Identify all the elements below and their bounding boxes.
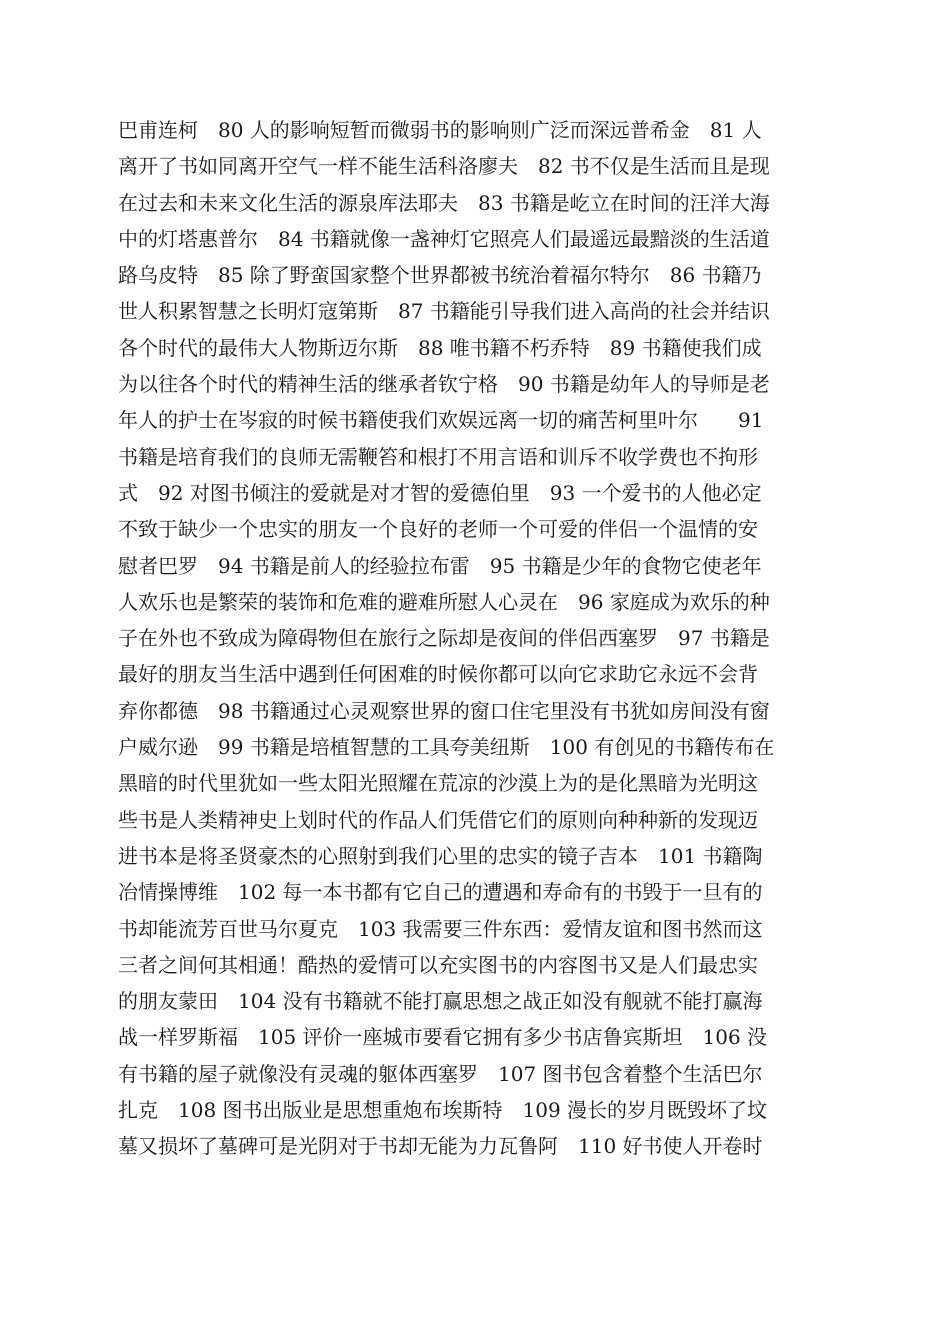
text-line: 各个时代的最伟大人物斯迈尔斯 88 唯书籍不朽乔特 89 书籍使我们成 [118,335,762,360]
text-line: 最好的朋友当生活中遇到任何困难的时候你都可以向它求助它永远不会背 [118,662,758,687]
text-line: 路乌皮特 85 除了野蛮国家整个世界都被书统治着福尔特尔 86 书籍乃 [118,263,762,288]
text-line: 中的灯塔惠普尔 84 书籍就像一盏神灯它照亮人们最遥远最黯淡的生活道 [118,226,770,251]
text-line: 些书是人类精神史上划时代的作品人们凭借它们的原则向种种新的发现迈 [118,807,758,832]
text-line: 的朋友蒙田 104 没有书籍就不能打赢思想之战正如没有舰就不能打赢海 [118,989,763,1014]
text-line: 为以往各个时代的精神生活的继承者钦宁格 90 书籍是幼年人的导师是老 [118,372,770,397]
text-line: 世人积累智慧之长明灯寇第斯 87 书籍能引导我们进入高尚的社会并结识 [118,299,770,324]
text-line: 黑暗的时代里犹如一些太阳光照耀在荒凉的沙漠上为的是化黑暗为光明这 [118,771,758,796]
text-line: 书却能流芳百世马尔夏克 103 我需要三件东西：爱情友谊和图书然而这 [118,916,763,941]
text-line: 子在外也不致成为障碍物但在旅行之际却是夜间的伴侣西塞罗 97 书籍是 [118,626,770,651]
text-line: 战一样罗斯福 105 评价一座城市要看它拥有多少书店鲁宾斯坦 106 没 [118,1025,768,1050]
text-line: 冶情操博维 102 每一本书都有它自己的遭遇和寿命有的书毁于一旦有的 [118,880,763,905]
text-line: 书籍是培育我们的良师无需鞭笞和根打不用言语和训斥不收学费也不拘形 [118,444,758,469]
text-line: 墓又损坏了墓碑可是光阴对于书却无能为力瓦鲁阿 110 好书使人开卷时 [118,1134,763,1159]
document-body [118,112,838,1165]
text-line: 三者之间何其相通！酷热的爱情可以充实图书的内容图书又是人们最忠实 [118,952,758,977]
text-line: 年人的护士在岑寂的时候书籍使我们欢娱远离一切的痛苦柯里叶尔 91 [118,408,764,433]
text-line: 巴甫连柯 80 人的影响短暂而微弱书的影响则广泛而深远普希金 81 人 [118,118,762,142]
text-line: 慰者巴罗 94 书籍是前人的经验拉布雷 95 书籍是少年的食物它使老年 [118,553,762,578]
text-line: 进书本是将圣贤豪杰的心照射到我们心里的忠实的镜子吉本 101 书籍陶 [118,843,763,868]
text-line: 扎克 108 图书出版业是思想重炮布埃斯特 109 漫长的岁月既毁坏了坟 [118,1098,768,1123]
text-line: 离开了书如同离开空气一样不能生活科洛廖夫 82 书不仅是生活而且是现 [118,154,770,179]
text-line: 不致于缺少一个忠实的朋友一个良好的老师一个可爱的伴侣一个温情的安 [118,517,758,542]
text-line: 弃你都德 98 书籍通过心灵观察世界的窗口住宅里没有书犹如房间没有窗 [118,698,770,723]
text-line: 在过去和未来文化生活的源泉库法耶夫 83 书籍是屹立在时间的汪洋大海 [118,190,770,215]
text-line: 人欢乐也是繁荣的装饰和危难的避难所慰人心灵在 96 家庭成为欢乐的种 [118,589,770,614]
text-line: 户威尔逊 99 书籍是培植智慧的工具夸美纽斯 100 有创见的书籍传布在 [118,735,775,760]
text-line: 式 92 对图书倾注的爱就是对才智的爱德伯里 93 一个爱书的人他必定 [118,480,762,505]
text-line: 有书籍的屋子就像没有灵魂的躯体西塞罗 107 图书包含着整个生活巴尔 [118,1061,763,1086]
